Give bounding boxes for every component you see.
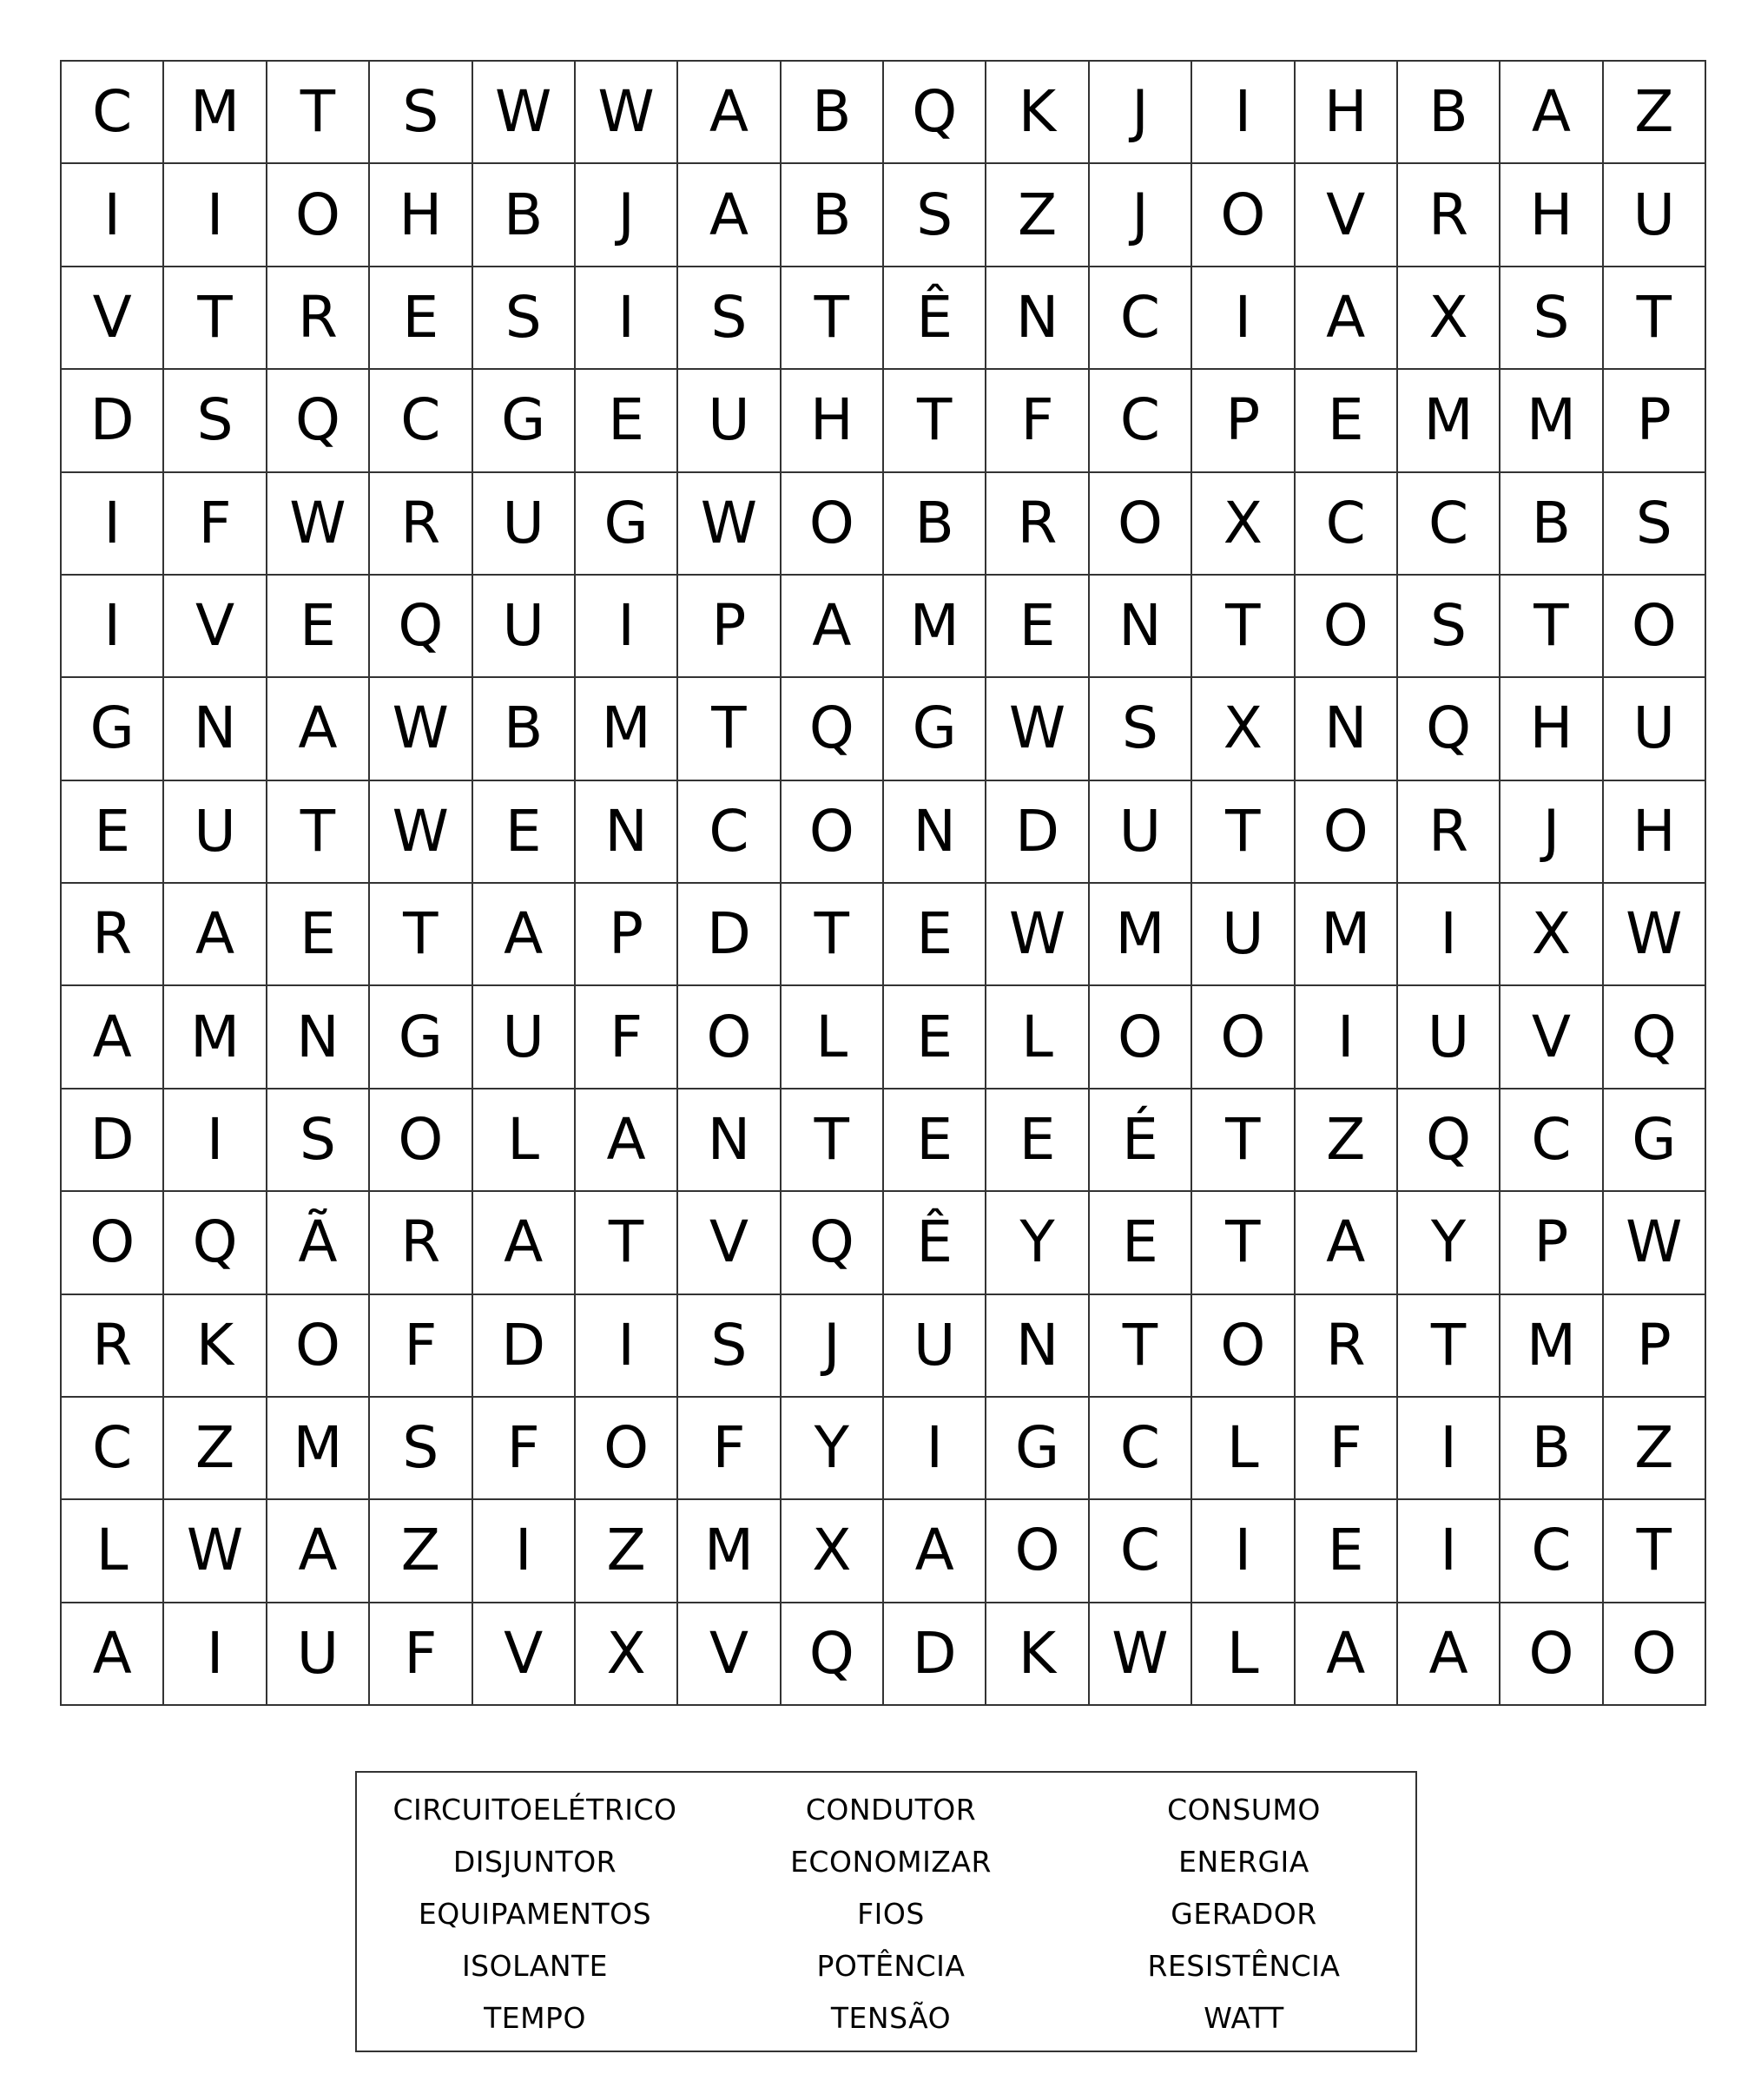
grid-cell[interactable]: M (267, 1398, 370, 1500)
grid-cell[interactable]: O (1090, 986, 1192, 1089)
grid-cell[interactable]: B (782, 164, 884, 267)
word-list-item: ISOLANTE (461, 1948, 609, 1983)
grid-cell[interactable]: C (678, 781, 781, 884)
grid-cell[interactable]: P (678, 576, 781, 678)
grid-cell[interactable]: T (782, 884, 884, 986)
grid-cell[interactable]: E (986, 1089, 1089, 1192)
grid-cell[interactable]: A (267, 1500, 370, 1603)
grid-cell[interactable]: A (884, 1500, 986, 1603)
word-list-item: GERADOR (1171, 1896, 1317, 1931)
grid-cell[interactable]: F (473, 1398, 576, 1500)
grid-cell[interactable]: I (1192, 62, 1295, 164)
grid-cell[interactable]: R (1398, 164, 1500, 267)
grid-cell[interactable]: U (1090, 781, 1192, 884)
grid-cell[interactable]: R (62, 884, 164, 986)
grid-cell[interactable]: Ê (884, 1192, 986, 1294)
grid-cell[interactable]: T (678, 678, 781, 780)
grid-cell[interactable]: D (678, 884, 781, 986)
grid-cell[interactable]: A (267, 678, 370, 780)
grid-cell[interactable]: Z (164, 1398, 267, 1500)
grid-cell[interactable]: F (1296, 1398, 1398, 1500)
grid-cell[interactable]: U (164, 781, 267, 884)
grid-cell[interactable]: C (62, 1398, 164, 1500)
grid-cell[interactable]: O (267, 164, 370, 267)
grid-cell[interactable]: G (370, 986, 472, 1089)
grid-cell[interactable]: T (576, 1192, 678, 1294)
grid-cell[interactable]: E (884, 884, 986, 986)
word-list-item: RESISTÊNCIA (1147, 1948, 1341, 1983)
grid-cell[interactable]: W (370, 781, 472, 884)
grid-cell[interactable]: O (1192, 164, 1295, 267)
grid-cell[interactable]: A (678, 62, 781, 164)
grid-cell[interactable]: É (1090, 1089, 1192, 1192)
grid-cell[interactable]: B (1398, 62, 1500, 164)
word-list-item: ECONOMIZAR (790, 1844, 992, 1879)
grid-cell[interactable]: N (267, 986, 370, 1089)
grid-cell[interactable]: V (678, 1192, 781, 1294)
grid-cell[interactable]: U (1604, 164, 1706, 267)
grid-cell[interactable]: Z (986, 164, 1089, 267)
grid-cell[interactable]: I (62, 473, 164, 576)
grid-cell[interactable]: R (1296, 1295, 1398, 1398)
grid-cell[interactable]: Q (267, 370, 370, 472)
grid-cell[interactable]: Z (1296, 1089, 1398, 1192)
grid-cell[interactable]: A (1296, 1192, 1398, 1294)
grid-cell[interactable]: I (62, 164, 164, 267)
grid-cell[interactable]: D (884, 1603, 986, 1706)
grid-cell[interactable]: Z (576, 1500, 678, 1603)
grid-cell[interactable]: S (678, 1295, 781, 1398)
grid-cell[interactable]: E (884, 1089, 986, 1192)
grid-cell[interactable]: E (267, 884, 370, 986)
grid-cell[interactable]: O (1192, 1295, 1295, 1398)
grid-cell[interactable]: F (986, 370, 1089, 472)
grid-cell[interactable]: T (267, 62, 370, 164)
grid-cell[interactable]: A (164, 884, 267, 986)
grid-cell[interactable]: F (678, 1398, 781, 1500)
grid-cell[interactable]: P (1500, 1192, 1603, 1294)
grid-cell[interactable]: M (576, 678, 678, 780)
grid-cell[interactable]: S (678, 267, 781, 370)
grid-cell[interactable]: B (1500, 1398, 1603, 1500)
grid-cell[interactable]: D (62, 1089, 164, 1192)
grid-cell[interactable]: P (576, 884, 678, 986)
grid-cell[interactable]: N (884, 781, 986, 884)
grid-cell[interactable]: T (1604, 267, 1706, 370)
grid-cell[interactable]: M (1398, 370, 1500, 472)
grid-cell[interactable]: G (473, 370, 576, 472)
grid-cell[interactable]: R (1398, 781, 1500, 884)
grid-cell[interactable]: C (1090, 1500, 1192, 1603)
grid-cell[interactable]: A (1296, 267, 1398, 370)
word-list-item: CIRCUITOELÉTRICO (392, 1792, 677, 1827)
grid-cell[interactable]: O (1604, 1603, 1706, 1706)
grid-cell[interactable]: U (473, 986, 576, 1089)
grid-cell[interactable]: O (267, 1295, 370, 1398)
grid-cell[interactable]: V (1296, 164, 1398, 267)
grid-cell[interactable]: R (267, 267, 370, 370)
word-list-item: FIOS (857, 1896, 925, 1931)
grid-cell[interactable]: T (1192, 1192, 1295, 1294)
grid-cell[interactable]: K (164, 1295, 267, 1398)
grid-cell[interactable]: E (473, 781, 576, 884)
grid-cell[interactable]: C (370, 370, 472, 472)
grid-cell[interactable]: A (782, 576, 884, 678)
grid-cell[interactable]: E (884, 986, 986, 1089)
grid-cell[interactable]: W (1090, 1603, 1192, 1706)
grid-cell[interactable]: B (473, 164, 576, 267)
grid-cell[interactable]: T (1090, 1295, 1192, 1398)
grid-cell[interactable]: O (1090, 473, 1192, 576)
grid-cell[interactable]: T (1500, 576, 1603, 678)
grid-cell[interactable]: P (1192, 370, 1295, 472)
grid-cell[interactable]: O (986, 1500, 1089, 1603)
grid-cell[interactable]: F (164, 473, 267, 576)
grid-cell[interactable]: G (62, 678, 164, 780)
grid-cell[interactable]: T (1192, 781, 1295, 884)
grid-cell[interactable]: M (1296, 884, 1398, 986)
grid-cell[interactable]: Ê (884, 267, 986, 370)
grid-cell[interactable]: A (576, 1089, 678, 1192)
grid-cell[interactable]: S (473, 267, 576, 370)
grid-cell[interactable]: S (1398, 576, 1500, 678)
grid-cell[interactable]: D (473, 1295, 576, 1398)
grid-cell[interactable]: N (1296, 678, 1398, 780)
grid-cell[interactable]: Q (1398, 1089, 1500, 1192)
word-list-item: EQUIPAMENTOS (418, 1896, 652, 1931)
grid-cell[interactable]: O (62, 1192, 164, 1294)
grid-cell[interactable]: R (62, 1295, 164, 1398)
grid-cell[interactable]: I (62, 576, 164, 678)
grid-cell[interactable]: J (782, 1295, 884, 1398)
grid-cell[interactable]: A (678, 164, 781, 267)
grid-cell[interactable]: S (267, 1089, 370, 1192)
grid-cell[interactable]: Q (782, 1603, 884, 1706)
grid-cell[interactable]: M (884, 576, 986, 678)
grid-cell[interactable]: J (576, 164, 678, 267)
grid-cell[interactable]: W (1604, 884, 1706, 986)
grid-cell[interactable]: A (1500, 62, 1603, 164)
grid-cell[interactable]: K (986, 1603, 1089, 1706)
grid-cell[interactable]: S (370, 1398, 472, 1500)
grid-cell[interactable]: I (1192, 1500, 1295, 1603)
grid-cell[interactable]: U (1398, 986, 1500, 1089)
grid-cell[interactable]: H (1500, 164, 1603, 267)
grid-cell[interactable]: B (884, 473, 986, 576)
grid-cell[interactable]: I (576, 576, 678, 678)
grid-cell[interactable]: P (1604, 370, 1706, 472)
grid-cell[interactable]: J (1500, 781, 1603, 884)
grid-cell[interactable]: L (986, 986, 1089, 1089)
grid-cell[interactable]: I (1398, 1398, 1500, 1500)
grid-cell[interactable]: U (267, 1603, 370, 1706)
grid-cell[interactable]: O (1296, 576, 1398, 678)
grid-cell[interactable]: V (164, 576, 267, 678)
grid-cell[interactable]: Y (1398, 1192, 1500, 1294)
grid-cell[interactable]: R (986, 473, 1089, 576)
grid-cell[interactable]: Q (782, 678, 884, 780)
grid-cell[interactable]: W (267, 473, 370, 576)
grid-cell[interactable]: C (1090, 1398, 1192, 1500)
grid-cell[interactable]: Z (1604, 62, 1706, 164)
word-list-item: POTÊNCIA (816, 1948, 966, 1983)
grid-cell[interactable]: Y (986, 1192, 1089, 1294)
grid-cell[interactable]: A (62, 986, 164, 1089)
grid-cell[interactable]: X (576, 1603, 678, 1706)
word-list-item: CONDUTOR (805, 1792, 977, 1827)
grid-cell[interactable]: M (1500, 370, 1603, 472)
grid-cell[interactable]: T (1192, 1089, 1295, 1192)
grid-cell[interactable]: A (1398, 1603, 1500, 1706)
grid-cell[interactable]: C (1500, 1500, 1603, 1603)
grid-cell[interactable]: I (473, 1500, 576, 1603)
grid-cell[interactable]: C (1090, 267, 1192, 370)
grid-cell[interactable]: F (370, 1603, 472, 1706)
grid-cell[interactable]: H (782, 370, 884, 472)
grid-cell[interactable]: W (473, 62, 576, 164)
word-list-item: CONSUMO (1167, 1792, 1321, 1827)
grid-cell[interactable]: N (986, 267, 1089, 370)
grid-cell[interactable]: E (267, 576, 370, 678)
grid-cell[interactable]: N (576, 781, 678, 884)
grid-cell[interactable]: E (576, 370, 678, 472)
grid-cell[interactable]: O (782, 473, 884, 576)
grid-cell[interactable]: S (1500, 267, 1603, 370)
grid-cell[interactable]: N (986, 1295, 1089, 1398)
grid-cell[interactable]: F (370, 1295, 472, 1398)
grid-cell[interactable]: I (1296, 986, 1398, 1089)
grid-cell[interactable]: T (164, 267, 267, 370)
grid-cell[interactable]: T (1398, 1295, 1500, 1398)
grid-cell[interactable]: T (884, 370, 986, 472)
grid-cell[interactable]: O (678, 986, 781, 1089)
grid-cell[interactable]: W (1604, 1192, 1706, 1294)
grid-cell[interactable]: T (1192, 576, 1295, 678)
grid-cell[interactable]: O (1604, 576, 1706, 678)
grid-cell[interactable]: S (370, 62, 472, 164)
grid-cell[interactable]: V (678, 1603, 781, 1706)
grid-cell[interactable]: O (1192, 986, 1295, 1089)
grid-cell[interactable]: C (1090, 370, 1192, 472)
grid-cell[interactable]: W (678, 473, 781, 576)
grid-cell[interactable]: A (473, 1192, 576, 1294)
grid-cell[interactable]: K (986, 62, 1089, 164)
grid-cell[interactable]: N (1090, 576, 1192, 678)
grid-cell[interactable]: I (1192, 267, 1295, 370)
grid-cell[interactable]: E (1090, 1192, 1192, 1294)
grid-cell[interactable]: I (1398, 884, 1500, 986)
grid-cell[interactable]: T (1604, 1500, 1706, 1603)
grid-cell[interactable]: O (370, 1089, 472, 1192)
grid-cell[interactable]: I (164, 1089, 267, 1192)
grid-cell[interactable]: U (1604, 678, 1706, 780)
grid-cell[interactable]: Q (782, 1192, 884, 1294)
grid-cell[interactable]: O (576, 1398, 678, 1500)
word-list-item: WATT (1204, 2000, 1284, 2035)
grid-cell[interactable]: I (164, 164, 267, 267)
grid-cell[interactable]: I (576, 267, 678, 370)
grid-cell[interactable]: M (678, 1500, 781, 1603)
grid-cell[interactable]: I (164, 1603, 267, 1706)
grid-cell[interactable]: H (1296, 62, 1398, 164)
grid-cell[interactable]: S (164, 370, 267, 472)
word-list-item: DISJUNTOR (452, 1844, 617, 1879)
grid-cell[interactable]: S (884, 164, 986, 267)
grid-cell[interactable]: W (164, 1500, 267, 1603)
grid-cell[interactable]: X (1500, 884, 1603, 986)
grid-cell[interactable]: A (1296, 1603, 1398, 1706)
grid-cell[interactable]: Q (370, 576, 472, 678)
grid-cell[interactable]: T (782, 1089, 884, 1192)
grid-cell[interactable]: T (782, 267, 884, 370)
grid-cell[interactable]: W (370, 678, 472, 780)
word-list-item: TEMPO (484, 2000, 586, 2035)
grid-cell[interactable]: O (782, 781, 884, 884)
grid-cell[interactable]: O (1500, 1603, 1603, 1706)
grid-cell[interactable]: X (1192, 678, 1295, 780)
grid-cell[interactable]: R (370, 473, 472, 576)
grid-cell[interactable]: R (370, 1192, 472, 1294)
grid-cell[interactable]: I (884, 1398, 986, 1500)
grid-cell[interactable]: G (986, 1398, 1089, 1500)
grid-cell[interactable]: L (782, 986, 884, 1089)
grid-cell[interactable]: I (1398, 1500, 1500, 1603)
word-search-grid (60, 60, 1706, 1706)
grid-cell[interactable]: V (473, 1603, 576, 1706)
grid-cell[interactable]: W (986, 678, 1089, 780)
grid-cell[interactable]: X (1192, 473, 1295, 576)
grid-cell[interactable]: B (782, 62, 884, 164)
grid-cell[interactable]: U (473, 576, 576, 678)
grid-cell[interactable]: M (164, 62, 267, 164)
grid-cell[interactable]: E (986, 576, 1089, 678)
grid-cell[interactable]: H (1500, 678, 1603, 780)
word-list-item: ENERGIA (1178, 1844, 1309, 1879)
grid-cell[interactable]: T (370, 884, 472, 986)
grid-cell[interactable]: Z (1604, 1398, 1706, 1500)
grid-cell[interactable]: H (370, 164, 472, 267)
grid-cell[interactable]: C (1398, 473, 1500, 576)
grid-cell[interactable]: C (1296, 473, 1398, 576)
grid-cell[interactable]: Q (1604, 986, 1706, 1089)
grid-cell[interactable]: Ã (267, 1192, 370, 1294)
grid-cell[interactable]: D (62, 370, 164, 472)
grid-cell[interactable]: W (986, 884, 1089, 986)
grid-cell[interactable]: L (473, 1089, 576, 1192)
grid-cell[interactable]: E (1296, 1500, 1398, 1603)
grid-cell[interactable]: X (782, 1500, 884, 1603)
word-list-item: TENSÃO (830, 2000, 952, 2035)
grid-cell[interactable]: O (1296, 781, 1398, 884)
grid-cell[interactable]: N (164, 678, 267, 780)
grid-cell[interactable]: M (164, 986, 267, 1089)
grid-cell[interactable]: U (1192, 884, 1295, 986)
grid-cell[interactable]: Q (1398, 678, 1500, 780)
grid-cell[interactable]: F (576, 986, 678, 1089)
grid-cell[interactable]: L (62, 1500, 164, 1603)
grid-cell[interactable]: E (62, 781, 164, 884)
grid-cell[interactable]: H (1604, 781, 1706, 884)
grid-cell[interactable]: N (678, 1089, 781, 1192)
grid-cell[interactable]: U (884, 1295, 986, 1398)
grid-cell[interactable]: J (1090, 164, 1192, 267)
grid-cell[interactable]: V (1500, 986, 1603, 1089)
grid-cell[interactable]: Y (782, 1398, 884, 1500)
grid-cell[interactable]: L (1192, 1603, 1295, 1706)
grid-cell[interactable]: U (473, 473, 576, 576)
grid-cell[interactable]: M (1500, 1295, 1603, 1398)
grid-cell[interactable]: M (1090, 884, 1192, 986)
grid-cell[interactable]: V (62, 267, 164, 370)
grid-cell[interactable]: G (1604, 1089, 1706, 1192)
grid-cell[interactable]: D (986, 781, 1089, 884)
grid-cell[interactable]: X (1398, 267, 1500, 370)
grid-cell[interactable]: E (1296, 370, 1398, 472)
grid-cell[interactable]: C (62, 62, 164, 164)
grid-cell[interactable]: J (1090, 62, 1192, 164)
grid-cell[interactable]: Q (884, 62, 986, 164)
grid-cell[interactable]: G (884, 678, 986, 780)
grid-cell[interactable]: A (62, 1603, 164, 1706)
grid-cell[interactable]: Z (370, 1500, 472, 1603)
grid-cell[interactable]: B (473, 678, 576, 780)
grid-cell[interactable]: E (370, 267, 472, 370)
grid-cell[interactable]: Q (164, 1192, 267, 1294)
grid-cell[interactable]: W (576, 62, 678, 164)
grid-cell[interactable]: P (1604, 1295, 1706, 1398)
grid-cell[interactable]: G (576, 473, 678, 576)
grid-cell[interactable]: C (1500, 1089, 1603, 1192)
grid-cell[interactable]: B (1500, 473, 1603, 576)
grid-cell[interactable]: U (678, 370, 781, 472)
grid-cell[interactable]: S (1090, 678, 1192, 780)
word-list (355, 1771, 1417, 2052)
grid-cell[interactable]: S (1604, 473, 1706, 576)
grid-cell[interactable]: L (1192, 1398, 1295, 1500)
grid-cell[interactable]: A (473, 884, 576, 986)
grid-cell[interactable]: T (267, 781, 370, 884)
grid-cell[interactable]: I (576, 1295, 678, 1398)
